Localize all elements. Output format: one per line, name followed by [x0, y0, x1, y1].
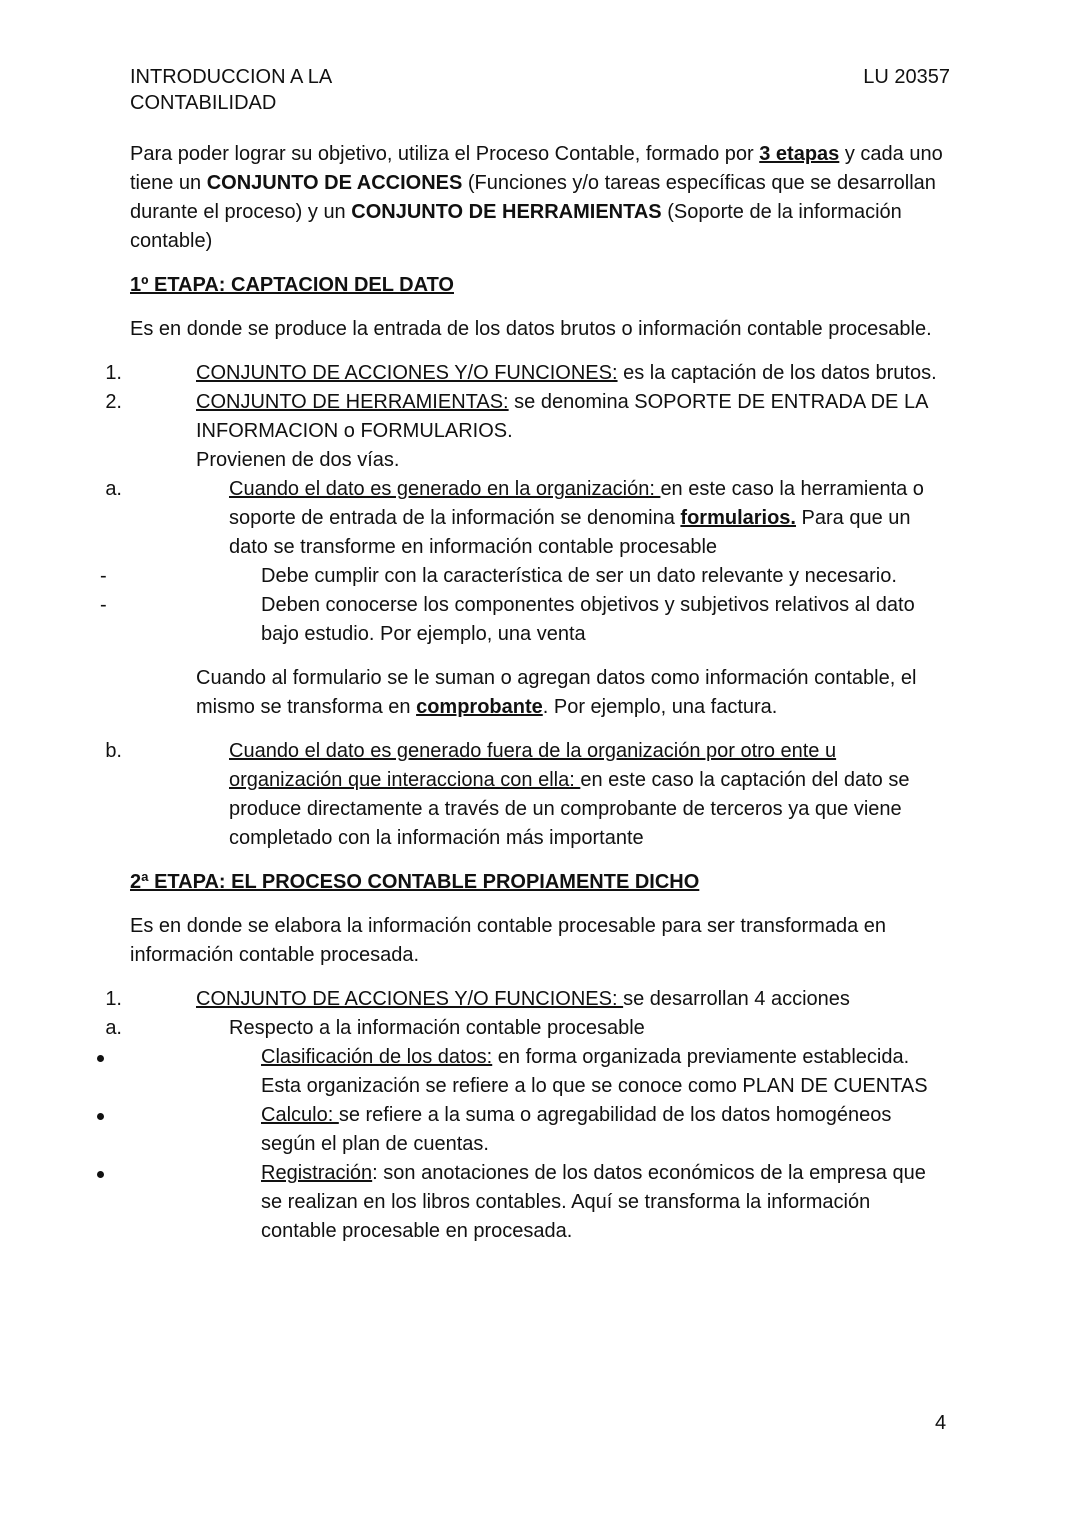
- sub-item-body-1: en este caso la herramienta o soporte de entrada de la información se denomina: [229, 478, 924, 529]
- sub-item-label: Cuando el dato es generado fuera de la organización por otro ente u organización que interacciona con ella:: [229, 740, 837, 791]
- intro-text-1: Para poder lograr su objetivo, utiliza el Proceso Contable, formado por: [130, 143, 760, 165]
- stage1-heading: 1º ETAPA: CAPTACION DEL DATO: [130, 274, 454, 296]
- sub-item-text: [229, 475, 950, 562]
- list-item-body: es la captación de los datos brutos.: [617, 362, 937, 384]
- dash-item-text: Debe cumplir con la característica de ser un dato relevante y necesario.: [261, 565, 897, 587]
- list-item-text: [196, 359, 950, 388]
- bullet-label: Calculo:: [261, 1104, 339, 1126]
- bullet-body: en forma organizada previamente establecida. Esta organización se refiere a lo que se conoce como PLAN DE CUENTAS: [261, 1046, 928, 1097]
- list-number: 2.: [105, 391, 122, 413]
- bullet-label: Registración: [261, 1162, 373, 1184]
- bullet-item-text: [261, 1101, 950, 1159]
- sub-item-text: [229, 737, 950, 853]
- list-item-label: CONJUNTO DE ACCIONES Y/O FUNCIONES:: [196, 362, 618, 384]
- bullet-item-1: [130, 1043, 950, 1101]
- intro-text-2: y cada uno tiene un: [130, 143, 943, 194]
- intro-text-3: (Funciones y/o tareas específicas que se desarrollan durante el proceso) y un: [130, 172, 936, 223]
- note-text-2: . Por ejemplo, una factura.: [542, 696, 778, 718]
- intro-bold-stages: 3 etapas: [759, 143, 840, 165]
- dash-item-1: [100, 562, 950, 591]
- list-item-body: se desarrollan 4 acciones: [623, 988, 850, 1010]
- intro-bold-actions: CONJUNTO DE ACCIONES: [206, 172, 463, 194]
- list-item-body: se denomina SOPORTE DE ENTRADA DE LA INFORMACION o FORMULARIOS.: [196, 391, 928, 442]
- bullet-body: se refiere a la suma o agregabilidad de los datos homogéneos según el plan de cuentas.: [261, 1104, 892, 1155]
- bullet-body: : son anotaciones de los datos económicos de la empresa que se realizan en los libros contables. Aquí se transforma la información contable procesable en procesada.: [261, 1162, 926, 1242]
- stage1-sub-item-b: [105, 737, 950, 853]
- bullet-item-3: [130, 1159, 950, 1246]
- stage2-sub-item-a: [105, 1014, 950, 1043]
- document-body: [100, 140, 950, 1246]
- sub-letter: a.: [105, 1017, 122, 1039]
- bullet-marker: [97, 1055, 104, 1062]
- list-item-extra: Provienen de dos vías.: [196, 449, 400, 471]
- sub-item-bold: formularios.: [680, 507, 796, 529]
- document-title: [130, 64, 332, 116]
- title-line-2: CONTABILIDAD: [130, 92, 277, 114]
- title-line-1: INTRODUCCION A LA: [130, 66, 333, 88]
- stage1-sub-item-a: [105, 475, 950, 562]
- sub-letter: a.: [105, 478, 122, 500]
- bullet-marker: [97, 1113, 104, 1120]
- document-code: LU 20357: [863, 66, 950, 88]
- intro-bold-tools: CONJUNTO DE HERRAMIENTAS: [351, 201, 662, 223]
- list-item-text: [196, 388, 950, 446]
- list-item-label: CONJUNTO DE ACCIONES Y/O FUNCIONES:: [196, 988, 624, 1010]
- intro-paragraph: [130, 140, 950, 256]
- page-number: 4: [935, 1412, 947, 1434]
- stage1-description: Es en donde se produce la entrada de los datos brutos o información contable procesable.: [130, 318, 932, 340]
- page-header: [130, 64, 950, 124]
- bullet-item-text: [261, 1159, 950, 1246]
- bullet-marker: [97, 1171, 104, 1178]
- list-item-text: [196, 985, 950, 1014]
- stage1-list-item-1: [105, 359, 950, 388]
- intro-text-4: (Soporte de la información contable): [130, 201, 902, 252]
- stage1-list-item-2: [105, 388, 950, 475]
- bullet-label: Clasificación de los datos:: [261, 1046, 493, 1068]
- dash-marker: -: [100, 594, 107, 616]
- list-item-label: CONJUNTO DE HERRAMIENTAS:: [196, 391, 509, 413]
- dash-item-2: [100, 591, 950, 649]
- sub-letter: b.: [105, 740, 122, 762]
- dash-marker: -: [100, 565, 107, 587]
- stage2-heading: 2ª ETAPA: EL PROCESO CONTABLE PROPIAMENTE DICHO: [130, 871, 700, 893]
- bullet-item-text: [261, 1043, 950, 1101]
- note-bold: comprobante: [416, 696, 543, 718]
- bullet-item-2: [130, 1101, 950, 1159]
- dash-item-text: Deben conocerse los componentes objetivos y subjetivos relativos al dato bajo estudio. Por ejemplo, una venta: [261, 594, 915, 645]
- comprobante-note: [130, 664, 950, 722]
- stage2-description: Es en donde se elabora la información contable procesable para ser transformada en información contable procesada.: [130, 915, 887, 966]
- note-text-1: Cuando al formulario se le suman o agregan datos como información contable, el mismo se transforma en: [196, 667, 917, 718]
- stage2-list-item-1: [105, 985, 950, 1014]
- list-number: 1.: [105, 362, 122, 384]
- sub-item-text: Respecto a la información contable procesable: [229, 1017, 645, 1039]
- sub-item-body-2: Para que un dato se transforme en información contable procesable: [229, 507, 911, 558]
- sub-item-label: Cuando el dato es generado en la organización:: [229, 478, 661, 500]
- list-number: 1.: [105, 988, 122, 1010]
- sub-item-body: en este caso la captación del dato se produce directamente a través de un comprobante de terceros ya que viene completado con la información más importante: [229, 769, 910, 849]
